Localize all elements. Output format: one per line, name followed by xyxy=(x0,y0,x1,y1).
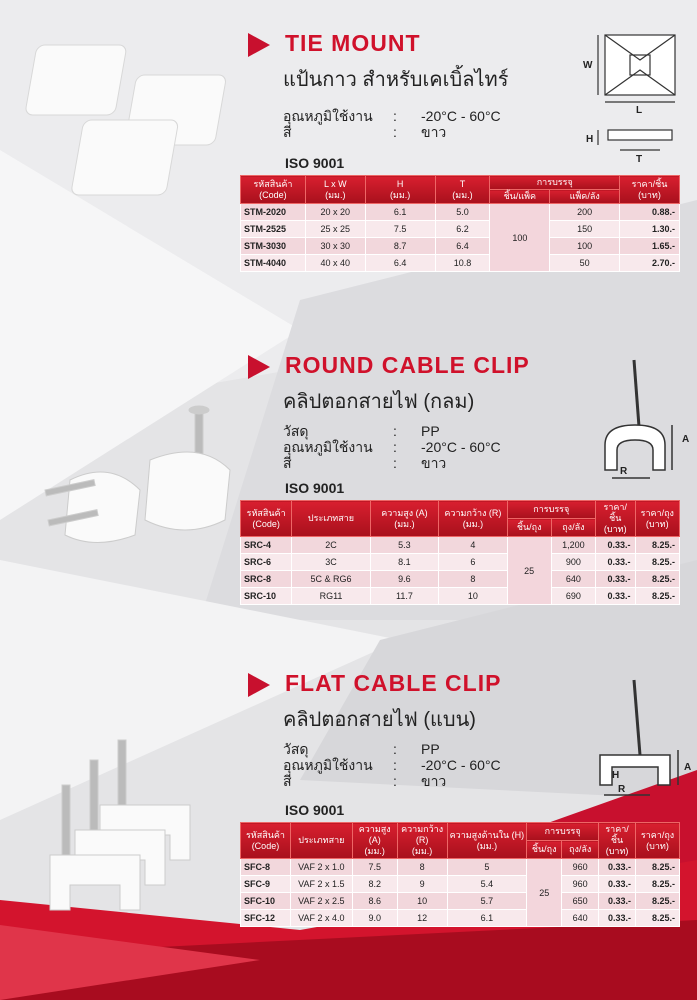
table-cell: 9.0 xyxy=(352,910,397,927)
table-cell: VAF 2 x 1.5 xyxy=(290,876,352,893)
spec-key: วัสดุ xyxy=(283,423,309,439)
table-cell: 3C xyxy=(292,554,370,571)
table-header: ความสูง (A) (มม.) xyxy=(370,501,438,537)
diagram-label-r: R xyxy=(618,784,626,795)
table-cell: SFC-12 xyxy=(241,910,291,927)
table-cell: 8 xyxy=(397,859,447,876)
table-cell: 5.7 xyxy=(447,893,527,910)
table-cell: 8.2 xyxy=(352,876,397,893)
table-cell: 20 x 20 xyxy=(305,204,365,221)
spec-value: ขาว xyxy=(421,124,447,140)
table-subheader: ชิ้น/ถุง xyxy=(507,519,551,537)
table-cell: 6.1 xyxy=(365,204,435,221)
product-table xyxy=(240,822,680,927)
spec-value: -20°C - 60°C xyxy=(421,757,501,773)
table-cell: 690 xyxy=(551,588,595,605)
table-cell: 30 x 30 xyxy=(305,238,365,255)
spec-row xyxy=(283,757,501,773)
table-header: ราคา/ชิ้น (บาท) xyxy=(620,176,680,204)
spec-row xyxy=(283,439,501,455)
table-cell: 0.33.- xyxy=(599,876,636,893)
table-row xyxy=(241,876,680,893)
diagram-label-h: H xyxy=(586,134,594,145)
table-cell: 5.3 xyxy=(370,537,438,554)
iso-label: ISO 9001 xyxy=(285,480,345,496)
spec-colon: : xyxy=(393,108,397,124)
spec-value: -20°C - 60°C xyxy=(421,439,501,455)
table-cell: 0.33.- xyxy=(595,554,635,571)
table-header: H (มม.) xyxy=(365,176,435,204)
spec-key: สี xyxy=(283,455,292,471)
product-table xyxy=(240,175,680,272)
iso-label: ISO 9001 xyxy=(285,802,345,818)
header-packing: การบรรจุ xyxy=(527,823,599,841)
spec-list xyxy=(283,741,501,789)
table-row xyxy=(241,588,680,605)
table-cell: 5 xyxy=(447,859,527,876)
table-cell: SRC-10 xyxy=(241,588,292,605)
table-cell: SRC-6 xyxy=(241,554,292,571)
spec-value: PP xyxy=(421,423,440,439)
table-cell: VAF 2 x 2.5 xyxy=(290,893,352,910)
spec-row xyxy=(283,773,501,789)
spec-colon: : xyxy=(393,741,397,757)
table-cell: 8.7 xyxy=(365,238,435,255)
table-row xyxy=(241,859,680,876)
table-subheader: แพ็ค/ลัง xyxy=(550,190,620,204)
table-row xyxy=(241,255,680,272)
spec-value: ขาว xyxy=(421,773,447,789)
spec-colon: : xyxy=(393,773,397,789)
section-arrow-icon xyxy=(248,355,270,379)
table-cell: 6 xyxy=(439,554,507,571)
table-subheader: ถุง/ลัง xyxy=(551,519,595,537)
diagram-label-a: A xyxy=(682,434,690,445)
table-cell: 5.0 xyxy=(435,204,490,221)
table-row xyxy=(241,537,680,554)
table-cell: 8.25.- xyxy=(636,876,680,893)
table-cell: 8.6 xyxy=(352,893,397,910)
table-cell: STM-4040 xyxy=(241,255,306,272)
iso-label: ISO 9001 xyxy=(285,155,345,171)
table-cell: 100 xyxy=(550,238,620,255)
spec-value: -20°C - 60°C xyxy=(421,108,501,124)
table-subheader: ถุง/ลัง xyxy=(562,841,599,859)
table-cell: 0.33.- xyxy=(595,588,635,605)
table-header: ประเภทสาย xyxy=(292,501,370,537)
table-header: ราคา/ชิ้น (บาท) xyxy=(595,501,635,537)
table-header: รหัสสินค้า (Code) xyxy=(241,823,291,859)
table-row xyxy=(241,221,680,238)
product-table xyxy=(240,500,680,605)
table-cell: 150 xyxy=(550,221,620,238)
spec-list xyxy=(283,108,501,140)
table-cell: 11.7 xyxy=(370,588,438,605)
table-cell: VAF 2 x 1.0 xyxy=(290,859,352,876)
pack-per-unit: 25 xyxy=(507,537,551,605)
table-cell: SRC-8 xyxy=(241,571,292,588)
product-title: TIE MOUNT xyxy=(285,30,421,56)
spec-row xyxy=(283,124,501,140)
diagram-label-h: H xyxy=(612,770,620,781)
table-header: ความกว้าง (R) (มม.) xyxy=(397,823,447,859)
spec-value: PP xyxy=(421,741,440,757)
section-arrow-icon xyxy=(248,33,270,57)
pack-per-unit: 25 xyxy=(527,859,562,927)
table-cell: STM-2525 xyxy=(241,221,306,238)
table-header: รหัสสินค้า (Code) xyxy=(241,176,306,204)
table-cell: 2C xyxy=(292,537,370,554)
table-cell: 200 xyxy=(550,204,620,221)
diagram-label-w: W xyxy=(583,60,593,71)
table-cell: 6.1 xyxy=(447,910,527,927)
spec-row xyxy=(283,741,501,757)
table-cell: 25 x 25 xyxy=(305,221,365,238)
table-cell: 5C & RG6 xyxy=(292,571,370,588)
spec-row xyxy=(283,423,501,439)
table-cell: 8.25.- xyxy=(636,859,680,876)
table-subheader: ชิ้น/ถุง xyxy=(527,841,562,859)
table-row xyxy=(241,238,680,255)
table-header: ความสูง (A) (มม.) xyxy=(352,823,397,859)
table-cell: 6.4 xyxy=(435,238,490,255)
table-cell: 1,200 xyxy=(551,537,595,554)
spec-colon: : xyxy=(393,757,397,773)
product-subtitle: คลิปตอกสายไฟ (กลม) xyxy=(283,391,475,413)
spec-colon: : xyxy=(393,423,397,439)
table-cell: VAF 2 x 4.0 xyxy=(290,910,352,927)
table-header: ความกว้าง (R) (มม.) xyxy=(439,501,507,537)
table-cell: 7.5 xyxy=(352,859,397,876)
table-cell: 12 xyxy=(397,910,447,927)
product-subtitle: แป้นกาว สำหรับเคเบิ้ลไทร์ xyxy=(283,69,509,91)
table-cell: 0.33.- xyxy=(599,910,636,927)
diagram-label-r: R xyxy=(620,466,628,477)
table-cell: 50 xyxy=(550,255,620,272)
table-cell: STM-3030 xyxy=(241,238,306,255)
table-cell: 8.25.- xyxy=(636,910,680,927)
spec-row xyxy=(283,455,501,471)
product-subtitle: คลิปตอกสายไฟ (แบน) xyxy=(283,709,476,731)
table-cell: STM-2020 xyxy=(241,204,306,221)
spec-key: สี xyxy=(283,773,292,789)
table-cell: 9.6 xyxy=(370,571,438,588)
table-row xyxy=(241,571,680,588)
table-header: ความสูงด้านใน (H) (มม.) xyxy=(447,823,527,859)
diagram-label-l: L xyxy=(636,105,643,116)
table-header: ราคา/ชิ้น (บาท) xyxy=(599,823,636,859)
spec-value: ขาว xyxy=(421,455,447,471)
table-header: ราคา/ถุง (บาท) xyxy=(635,501,679,537)
spec-key: สี xyxy=(283,124,292,140)
spec-key: วัสดุ xyxy=(283,741,309,757)
table-cell: 7.5 xyxy=(365,221,435,238)
header-packing: การบรรจุ xyxy=(507,501,595,519)
table-cell: SFC-9 xyxy=(241,876,291,893)
table-cell: 8.1 xyxy=(370,554,438,571)
table-cell: 8.25.- xyxy=(635,588,679,605)
table-cell: 5.4 xyxy=(447,876,527,893)
table-cell: 650 xyxy=(562,893,599,910)
table-cell: 10 xyxy=(397,893,447,910)
table-row xyxy=(241,910,680,927)
table-header: ประเภทสาย xyxy=(290,823,352,859)
diagram-label-a: A xyxy=(684,762,692,773)
product-title: FLAT CABLE CLIP xyxy=(285,670,502,696)
table-cell: 2.70.- xyxy=(620,255,680,272)
table-cell: 8.25.- xyxy=(635,571,679,588)
tie-mount-diagram xyxy=(598,35,675,150)
table-header: L x W (มม.) xyxy=(305,176,365,204)
spec-key: อุณหภูมิใช้งาน xyxy=(283,439,373,455)
spec-row xyxy=(283,108,501,124)
spec-colon: : xyxy=(393,455,397,471)
table-cell: SFC-10 xyxy=(241,893,291,910)
table-row xyxy=(241,554,680,571)
table-cell: 40 x 40 xyxy=(305,255,365,272)
table-cell: 960 xyxy=(562,859,599,876)
table-cell: 0.88.- xyxy=(620,204,680,221)
table-cell: 0.33.- xyxy=(599,893,636,910)
table-cell: 6.4 xyxy=(365,255,435,272)
spec-list xyxy=(283,423,501,471)
table-cell: 9 xyxy=(397,876,447,893)
product-title: ROUND CABLE CLIP xyxy=(285,352,530,378)
table-cell: 6.2 xyxy=(435,221,490,238)
table-cell: 0.33.- xyxy=(595,537,635,554)
table-cell: 8.25.- xyxy=(635,554,679,571)
table-cell: 8.25.- xyxy=(636,893,680,910)
table-cell: 1.30.- xyxy=(620,221,680,238)
table-header: รหัสสินค้า (Code) xyxy=(241,501,292,537)
table-cell: 8 xyxy=(439,571,507,588)
table-cell: SFC-8 xyxy=(241,859,291,876)
section-arrow-icon xyxy=(248,673,270,697)
table-cell: RG11 xyxy=(292,588,370,605)
spec-colon: : xyxy=(393,124,397,140)
table-header: ราคา/ถุง (บาท) xyxy=(636,823,680,859)
table-row xyxy=(241,893,680,910)
table-cell: 960 xyxy=(562,876,599,893)
spec-key: อุณหภูมิใช้งาน xyxy=(283,757,373,773)
table-cell: 10 xyxy=(439,588,507,605)
table-subheader: ชิ้น/แพ็ค xyxy=(490,190,550,204)
table-cell: 900 xyxy=(551,554,595,571)
table-cell: 10.8 xyxy=(435,255,490,272)
spec-key: อุณหภูมิใช้งาน xyxy=(283,108,373,124)
table-cell: 640 xyxy=(551,571,595,588)
table-cell: 8.25.- xyxy=(635,537,679,554)
table-cell: 640 xyxy=(562,910,599,927)
table-header: T (มม.) xyxy=(435,176,490,204)
table-cell: 4 xyxy=(439,537,507,554)
diagram-label-t: T xyxy=(636,154,643,165)
pack-per-unit: 100 xyxy=(490,204,550,272)
table-cell: 0.33.- xyxy=(595,571,635,588)
table-cell: 1.65.- xyxy=(620,238,680,255)
header-packing: การบรรจุ xyxy=(490,176,620,190)
table-cell: 0.33.- xyxy=(599,859,636,876)
table-cell: SRC-4 xyxy=(241,537,292,554)
table-row xyxy=(241,204,680,221)
spec-colon: : xyxy=(393,439,397,455)
